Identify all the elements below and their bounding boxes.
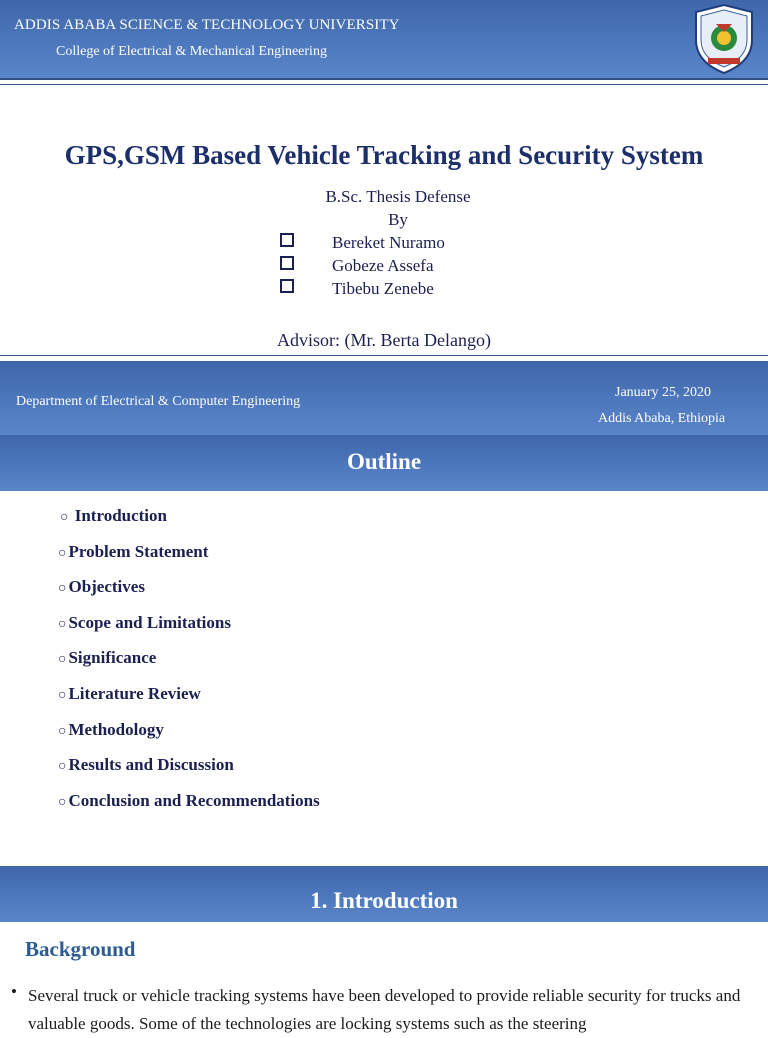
divider bbox=[0, 84, 768, 85]
outline-item-label: Conclusion and Recommendations bbox=[68, 791, 320, 810]
circle-bullet-icon: ○ bbox=[58, 652, 67, 667]
outline-item-label: Problem Statement bbox=[68, 542, 209, 561]
checkbox-bullet-icon bbox=[280, 233, 294, 247]
outline-item bbox=[58, 720, 164, 740]
slide-header-band bbox=[0, 0, 768, 80]
outline-item bbox=[58, 613, 231, 633]
outline-item-label: Methodology bbox=[68, 720, 164, 739]
outline-title: Outline bbox=[346, 449, 422, 474]
college-name: College of Electrical & Mechanical Engineering bbox=[56, 44, 327, 59]
by-label: By bbox=[388, 210, 408, 229]
outline-item-label: Scope and Limitations bbox=[68, 613, 231, 632]
author-name: Bereket Nuramo bbox=[332, 233, 445, 252]
subtitle: B.Sc. Thesis Defense bbox=[325, 187, 471, 206]
background-paragraph: Several truck or vehicle tracking systems have been developed to provide reliable security for trucks and valuable goods. Some of the technologies are locking systems such as the steering bbox=[28, 986, 741, 1033]
outline-item bbox=[58, 577, 145, 597]
section-heading: Background bbox=[25, 937, 136, 961]
outline-item bbox=[58, 755, 234, 775]
university-name: ADDIS ABABA SCIENCE & TECHNOLOGY UNIVERSITY bbox=[14, 17, 400, 33]
outline-item-label: Results and Discussion bbox=[68, 755, 234, 774]
checkbox-bullet-icon bbox=[280, 256, 294, 270]
author-name: Gobeze Assefa bbox=[332, 256, 434, 275]
outline-title-band bbox=[0, 435, 768, 491]
outline-item bbox=[58, 684, 201, 704]
outline-item bbox=[60, 506, 167, 526]
presentation-title: GPS,GSM Based Vehicle Tracking and Security System bbox=[64, 140, 704, 170]
outline-item bbox=[58, 648, 156, 668]
introduction-title-band bbox=[0, 866, 768, 922]
outline-item-label: Significance bbox=[68, 648, 157, 667]
circle-bullet-icon: ○ bbox=[58, 724, 67, 739]
author-item bbox=[280, 256, 434, 276]
circle-bullet-icon: ○ bbox=[58, 759, 67, 774]
circle-bullet-icon: ○ bbox=[58, 795, 67, 810]
circle-bullet-icon: ○ bbox=[60, 510, 69, 525]
introduction-title: 1. Introduction bbox=[310, 888, 458, 913]
advisor-line: Advisor: (Mr. Berta Delango) bbox=[277, 330, 491, 350]
outline-item-label: Literature Review bbox=[68, 684, 201, 703]
divider bbox=[0, 355, 768, 356]
circle-bullet-icon: ○ bbox=[58, 688, 67, 703]
bullet-icon: • bbox=[11, 982, 17, 1001]
presentation-date: January 25, 2020 bbox=[615, 385, 712, 400]
circle-bullet-icon: ○ bbox=[58, 546, 67, 561]
circle-bullet-icon: ○ bbox=[58, 617, 67, 632]
author-item bbox=[280, 279, 434, 299]
slide-footer-band bbox=[0, 361, 768, 435]
outline-item bbox=[58, 791, 320, 811]
outline-item-label: Objectives bbox=[68, 577, 145, 596]
presentation-location: Addis Ababa, Ethiopia bbox=[598, 411, 726, 426]
circle-bullet-icon: ○ bbox=[58, 581, 67, 596]
author-item bbox=[280, 233, 445, 253]
author-name: Tibebu Zenebe bbox=[332, 279, 434, 298]
checkbox-bullet-icon bbox=[280, 279, 294, 293]
department-name: Department of Electrical & Computer Engineering bbox=[16, 394, 301, 409]
outline-item bbox=[58, 542, 208, 562]
outline-item-label: Introduction bbox=[74, 506, 167, 525]
university-seal-logo bbox=[690, 2, 758, 76]
